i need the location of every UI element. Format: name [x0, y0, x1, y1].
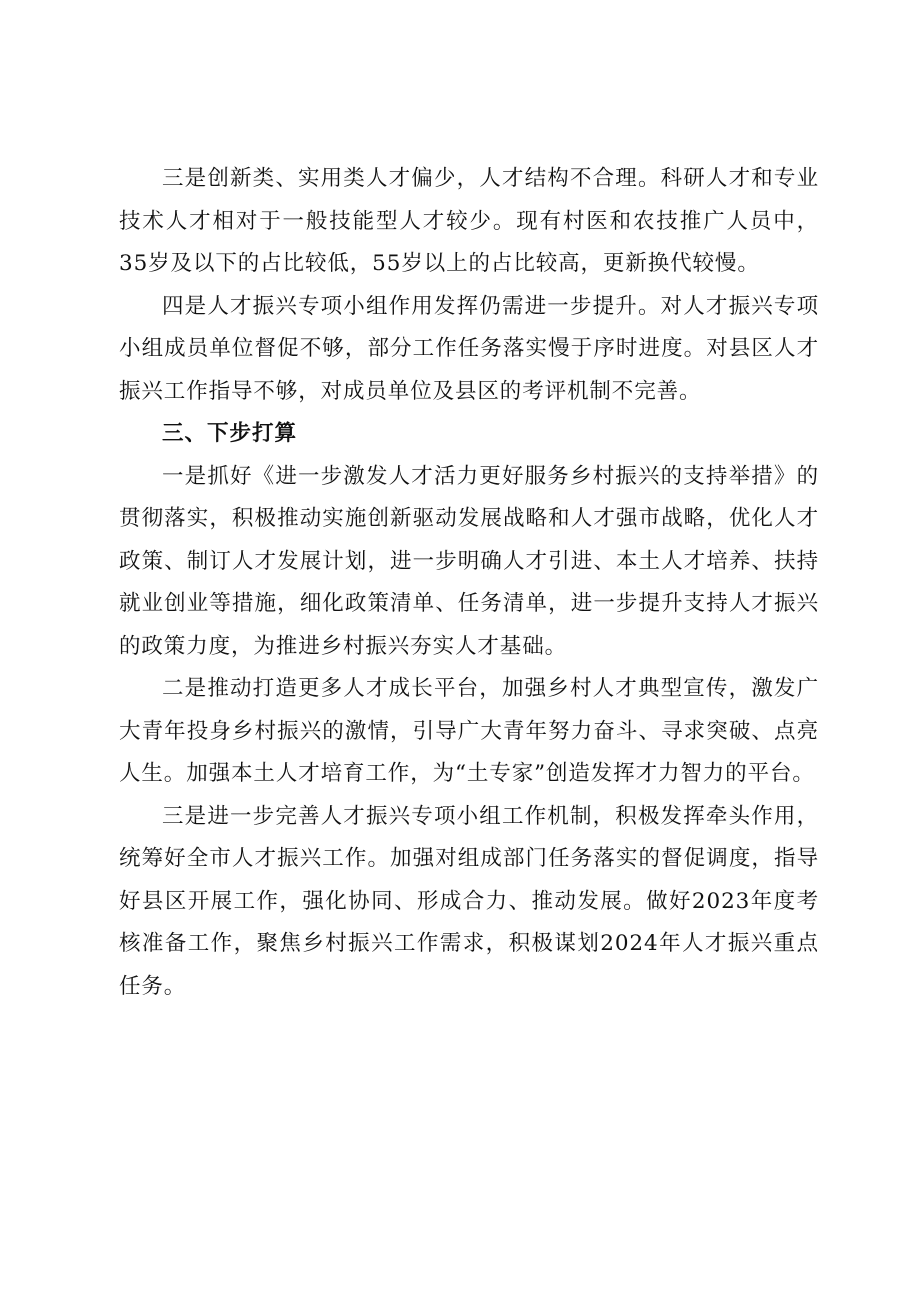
paragraph-talent-structure: 三是创新类、实用类人才偏少，人才结构不合理。科研人才和专业技术人才相对于一般技能型人才较少。现有村医和农技推广人员中，35岁及以下的占比较低，55岁以上的占比较高，更新换代较慢。: [119, 166, 819, 276]
paragraph-special-group: 四是人才振兴专项小组作用发挥仍需进一步提升。对人才振兴专项小组成员单位督促不够，部分工作任务落实慢于序时进度。对县区人才振兴工作指导不够，对成员单位及县区的考评机制不完善。: [119, 293, 819, 404]
paragraph-policy-implementation: 一是抓好《进一步激发人才活力更好服务乡村振兴的支持举措》的贯彻落实，积极推动实施创新驱动发展战略和人才强市战略，优化人才政策、制订人才发展计划，进一步明确人才引进、本土人才培养、扶持就业创业等措施，细化政策清单、任务清单，进一步提升支持人才振兴的政策力度，为推进乡村振兴夯实人才基础。: [119, 463, 819, 659]
section-heading: 三、下步打算: [162, 421, 298, 446]
paragraph-growth-platform: 二是推动打造更多人才成长平台，加强乡村人才典型宣传，激发广大青年投身乡村振兴的激情，引导广大青年努力奋斗、寻求突破、点亮人生。加强本土人才培育工作，为“土专家”创造发挥才力智力的平台。: [119, 676, 819, 786]
document-body: [119, 158, 819, 1008]
paragraph-work-mechanism: 三是进一步完善人才振兴专项小组工作机制，积极发挥牵头作用，统筹好全市人才振兴工作。加强对组成部门任务落实的督促调度，指导好县区开展工作，强化协同、形成合力、推动发展。做好2023年度考核准备工作，聚焦乡村振兴工作需求，积极谋划2024年人才振兴重点任务。: [119, 803, 819, 999]
